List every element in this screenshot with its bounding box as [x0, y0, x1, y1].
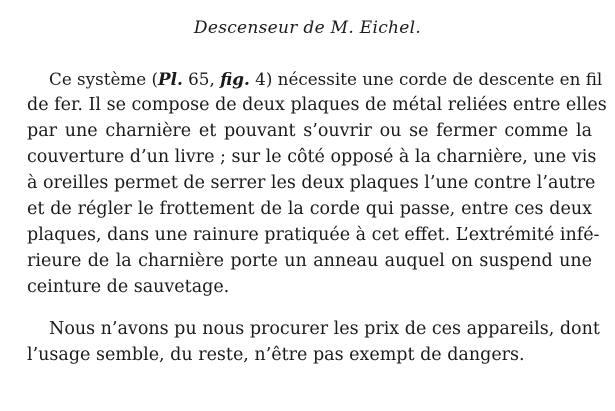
- paragraph-1-line-9: ceinture de sauvetage.: [27, 277, 230, 297]
- paragraph-2-line-1: Nous n’avons pu nous procurer les prix de ces appareils, dont: [49, 319, 600, 339]
- paragraph-1-line-8: rieure de la charnière porte un anneau auquel on suspend une: [27, 251, 592, 271]
- plate-reference: Pl.: [158, 69, 183, 89]
- paragraph-2-line-2: l’usage semble, du reste, n’être pas exempt de dangers.: [27, 345, 525, 365]
- paragraph-1-line-6: et de régler le frottement de la corde qui passe, entre ces deux: [27, 199, 592, 219]
- paragraph-1-line-3: par une charnière et pouvant s’ouvrir ou se fermer comme la: [27, 121, 592, 141]
- section-heading: Descenseur de M. Eichel.: [193, 18, 422, 38]
- text-segment: ) nécessite une corde de descente en fil: [265, 69, 603, 89]
- figure-number: 4: [249, 69, 266, 89]
- plate-number: 65,: [182, 69, 221, 89]
- text-segment: Ce système (: [49, 69, 159, 89]
- paragraph-1-line-4: couverture d’un livre ; sur le côté opposé à la charnière, une vis: [27, 147, 597, 167]
- paragraph-1-line-7: plaques, dans une rainure pratiquée à cet effet. L’extrémité infé-: [27, 225, 600, 245]
- paragraph-1-line-2: de fer. Il se compose de deux plaques de métal reliées entre elles: [27, 95, 607, 115]
- figure-reference: fig.: [220, 69, 250, 89]
- paragraph-1-line-1: [49, 68, 603, 90]
- paragraph-1-line-5: à oreilles permet de serrer les deux plaques l’une contre l’autre: [27, 173, 596, 193]
